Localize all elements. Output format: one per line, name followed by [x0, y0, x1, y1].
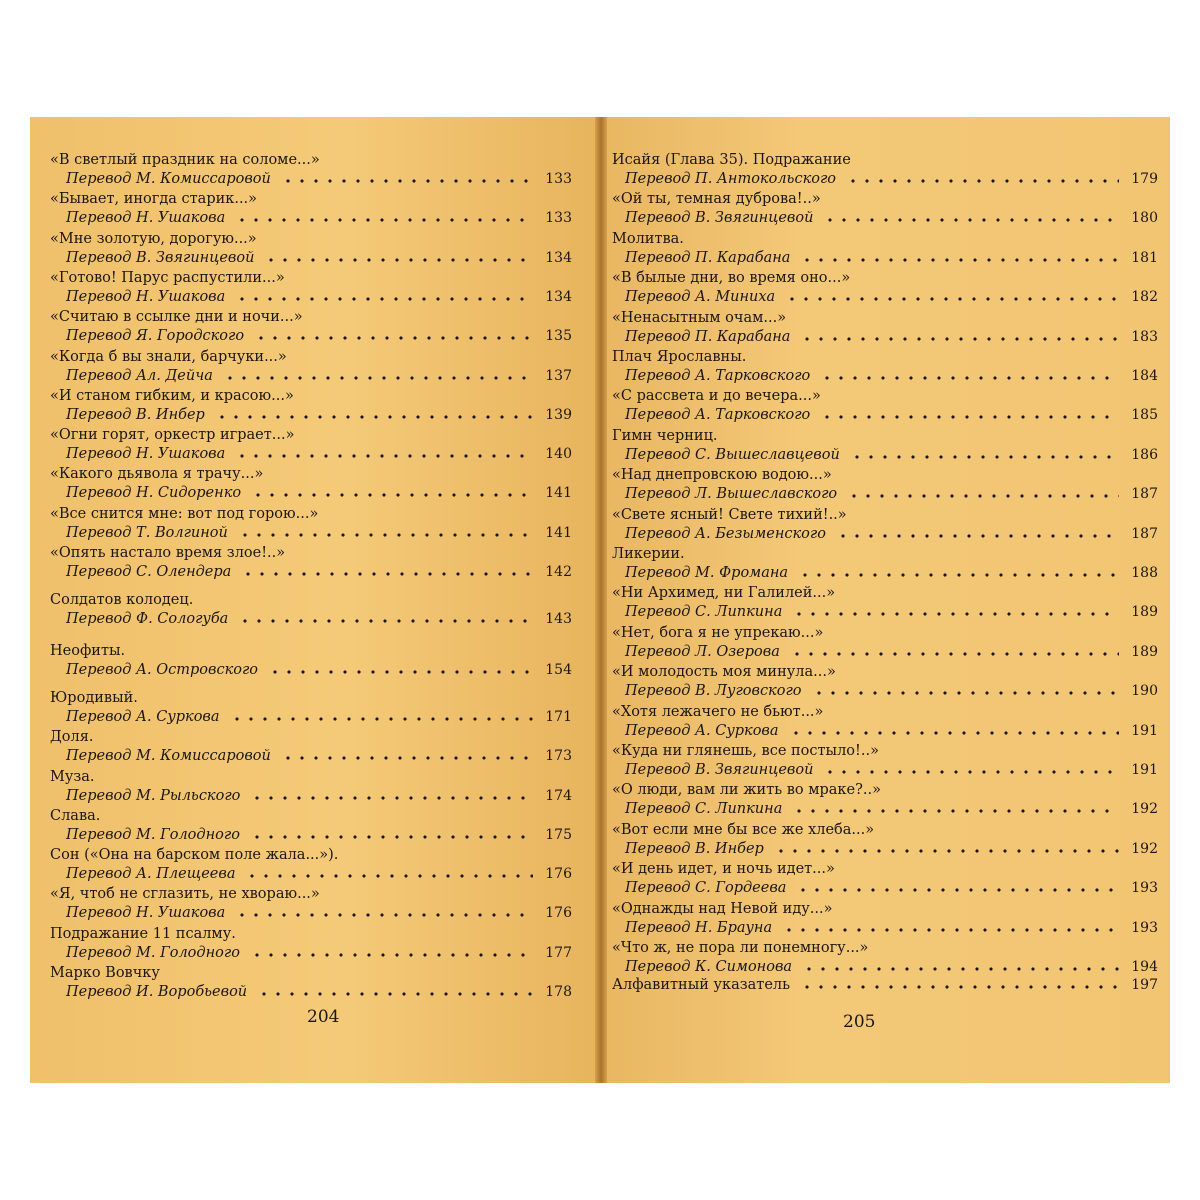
toc-entry-line — [605, 642, 1170, 662]
toc-entry-line — [30, 366, 597, 386]
dot-leader — [215, 405, 533, 425]
toc-entry-title: «Свете ясный! Свете тихий!..» — [612, 506, 847, 523]
toc-entry-title: «Ой ты, темная дуброва!..» — [612, 191, 821, 208]
toc-entry-line — [30, 786, 597, 806]
toc-entry-title: «Все снится мне: вот под горою...» — [50, 505, 319, 522]
toc-entry-title: «И станом гибким, и красою...» — [50, 387, 294, 404]
toc-final-entry — [605, 975, 1170, 995]
dot-leader — [782, 918, 1119, 938]
dot-leader — [789, 721, 1119, 741]
dot-leader — [798, 563, 1119, 583]
toc-entry-translator: Перевод Н. Ушакова — [66, 446, 226, 463]
toc-page-number: 134 — [545, 288, 572, 305]
toc-entry-title: «И день идет, и ночь идет...» — [612, 861, 835, 878]
toc-entry-title: «Вот если мне бы все же хлеба...» — [612, 821, 875, 838]
toc-page-number: 133 — [545, 210, 572, 227]
toc-entry-translator: Перевод Н. Брауна — [625, 919, 773, 936]
toc-entry-line — [605, 799, 1170, 819]
toc-entry-translator: Перевод В. Звягинцевой — [625, 210, 814, 227]
toc-entry-title: Слава. — [50, 807, 101, 824]
toc-page-number: 171 — [545, 708, 572, 725]
dot-leader — [823, 208, 1119, 228]
toc-entry-title: «Нет, бога я не упрекаю...» — [612, 624, 824, 641]
toc-entry-translator: Перевод М. Комиссаровой — [66, 748, 271, 765]
toc-entry-title: Исайя (Глава 35). Подражание — [612, 152, 851, 168]
toc-page-number: 143 — [545, 611, 572, 628]
dot-leader — [235, 444, 533, 464]
toc-page-number: 193 — [1131, 919, 1158, 936]
dot-leader — [235, 287, 533, 307]
toc-entry-line — [30, 903, 597, 923]
toc-entry-translator: Перевод Л. Озерова — [625, 643, 780, 660]
toc-entry-title: Муза. — [50, 768, 95, 785]
toc-entry-line — [30, 523, 597, 543]
toc-entry-line — [30, 248, 597, 268]
dot-leader — [847, 484, 1119, 504]
dot-leader — [230, 707, 533, 727]
toc-entry-title: «Бывает, иногда старик...» — [50, 191, 258, 208]
dot-leader — [785, 287, 1119, 307]
toc-entry-title: «Я, чтоб не сглазить, не хвораю...» — [50, 886, 320, 903]
toc-entry-line — [30, 609, 597, 629]
dot-leader — [268, 660, 533, 680]
toc-entry-title: «О люди, вам ли жить во мраке?..» — [612, 782, 881, 799]
toc-entry-translator: Перевод С. Олендера — [66, 564, 232, 580]
toc-entry-translator: Перевод П. Карабана — [625, 249, 791, 266]
toc-page-number: 189 — [1131, 643, 1158, 660]
toc-entry-title: Подражание 11 псалму. — [50, 925, 236, 942]
toc-page-number: 175 — [545, 826, 572, 843]
toc-entry-title: Плач Ярославны. — [612, 349, 747, 365]
toc-entry-translator: Перевод А. Тарковского — [625, 407, 811, 424]
toc-entry-title: «Считаю в ссылке дни и ночи...» — [50, 309, 303, 326]
toc-entry-title: Молитва. — [612, 230, 684, 247]
toc-page-number: 174 — [545, 787, 572, 804]
toc-page-number: 188 — [1131, 565, 1158, 581]
dot-leader — [238, 523, 533, 543]
toc-entry-translator: Перевод К. Симонова — [625, 959, 793, 975]
toc-entry-title: Юродивый. — [50, 689, 138, 706]
toc-entry-line — [605, 248, 1170, 268]
dot-leader — [251, 483, 533, 503]
toc-entry-translator: Перевод В. Звягинцевой — [66, 249, 255, 266]
dot-leader — [250, 825, 533, 845]
toc-entry-translator: Перевод Л. Вышеславского — [625, 486, 838, 503]
toc-entry-translator: Перевод А. Плещеева — [66, 866, 236, 883]
dot-leader — [823, 760, 1119, 780]
toc-entry-title: «Над днепровскою водою...» — [612, 467, 832, 484]
toc-entry-translator: Перевод А. Суркова — [625, 722, 779, 739]
toc-entry-translator: Перевод Н. Ушакова — [66, 288, 226, 305]
toc-entry-translator: Перевод В. Звягинцевой — [625, 762, 814, 778]
dot-leader — [836, 524, 1119, 544]
toc-entry-line — [30, 483, 597, 503]
toc-page-number: 177 — [545, 944, 572, 961]
toc-entry-translator: Перевод М. Голодного — [66, 944, 240, 961]
dot-leader — [264, 248, 533, 268]
toc-entry-line — [30, 943, 597, 963]
toc-page-number: 185 — [1131, 407, 1158, 424]
toc-page-number: 191 — [1131, 722, 1158, 739]
toc-entry-title: «В светлый праздник на соломе...» — [50, 152, 320, 168]
toc-page-number: 187 — [1131, 486, 1158, 503]
dot-leader — [800, 327, 1119, 347]
toc-entry-line — [605, 208, 1170, 228]
toc-entry-translator: Перевод Ал. Дейча — [66, 367, 213, 384]
toc-entry-line — [605, 878, 1170, 898]
toc-entry-title: Марко Вовчку — [50, 965, 160, 981]
dot-leader — [235, 903, 533, 923]
dot-leader — [245, 864, 533, 884]
toc-entry-title: «Однажды над Невой иду...» — [612, 900, 833, 917]
toc-entry-translator: Перевод П. Антокольского — [625, 171, 837, 187]
toc-entry-translator: Перевод А. Безыменского — [625, 525, 826, 542]
toc-page-number: 140 — [545, 446, 572, 463]
toc-entry-title: Неофиты. — [50, 642, 126, 659]
toc-entry-line — [30, 287, 597, 307]
toc-page-number: 154 — [545, 661, 572, 678]
toc-entry-translator: Перевод Н. Ушакова — [66, 210, 226, 227]
toc-entry-translator: Перевод А. Тарковского — [625, 368, 811, 384]
book-gutter — [595, 117, 607, 1083]
toc-page-number: 184 — [1131, 368, 1158, 384]
toc-entry-line — [30, 169, 597, 189]
toc-entry-title: «Ни Архимед, ни Галилей...» — [612, 585, 836, 602]
toc-page-number: 183 — [1131, 328, 1158, 345]
toc-page-number: 173 — [545, 748, 572, 765]
toc-entry-title: Ликерии. — [612, 546, 685, 562]
dot-leader — [223, 366, 533, 386]
toc-entry-title: «В былые дни, во время оно...» — [612, 270, 851, 287]
toc-entry-translator: Перевод Н. Ушакова — [66, 905, 226, 922]
dot-leader — [257, 982, 533, 1002]
toc-entry-line — [30, 562, 597, 582]
toc-entry-translator: Перевод Н. Сидоренко — [66, 485, 242, 502]
book-spread — [30, 117, 1170, 1083]
dot-leader — [790, 642, 1119, 662]
toc-page-number: 197 — [1131, 977, 1158, 994]
dot-leader — [792, 799, 1119, 819]
toc-entry-translator: Перевод С. Вышеславцевой — [625, 446, 840, 463]
toc-entry-title: «Огни горят, оркестр играет...» — [50, 427, 295, 444]
toc-entry-translator: Перевод С. Липкина — [625, 604, 783, 621]
toc-entry-title: «И молодость моя минула...» — [612, 664, 836, 681]
toc-entry-title: «С рассвета и до вечера...» — [612, 388, 821, 405]
toc-page-number: 194 — [1131, 959, 1158, 975]
toc-page-number: 180 — [1131, 210, 1158, 227]
toc-entry-line — [30, 707, 597, 727]
toc-entry-line — [605, 839, 1170, 859]
toc-page-number: 141 — [545, 524, 572, 541]
page-number-left: 204 — [307, 1007, 340, 1027]
toc-entry-title: «Когда б вы знали, барчуки...» — [50, 348, 287, 365]
dot-leader — [820, 405, 1119, 425]
toc-entry-line — [605, 445, 1170, 465]
toc-entry-title: «Куда ни глянешь, все постыло!..» — [612, 743, 879, 759]
toc-entry-line — [605, 169, 1170, 189]
toc-entry-translator: Перевод Т. Волгиной — [66, 524, 228, 541]
dot-leader — [238, 609, 533, 629]
toc-entry-line — [605, 760, 1170, 780]
toc-page-number: 193 — [1131, 880, 1158, 897]
toc-page-number: 134 — [545, 249, 572, 266]
toc-entry-line — [30, 326, 597, 346]
toc-entry-line — [605, 602, 1170, 622]
toc-entry-line — [605, 681, 1170, 701]
toc-entry-title: «Готово! Парус распустили...» — [50, 269, 285, 286]
dot-leader — [241, 562, 533, 582]
toc-entry-title: Сон («Она на барском поле жала...»). — [50, 847, 339, 864]
dot-leader — [281, 169, 533, 189]
toc-entry-translator: Перевод И. Воробьевой — [66, 984, 248, 1000]
dot-leader — [235, 208, 533, 228]
toc-entry-translator: Перевод А. Островского — [66, 661, 259, 678]
toc-entry-translator: Перевод В. Инбер — [625, 840, 764, 857]
toc-page-number: 176 — [545, 866, 572, 883]
toc-entry-line — [605, 405, 1170, 425]
toc-entry-line — [30, 208, 597, 228]
toc-page-number: 192 — [1131, 801, 1158, 818]
right-page — [605, 117, 1170, 1083]
toc-page-number: 141 — [545, 485, 572, 502]
toc-entry-line — [605, 484, 1170, 504]
toc-entry-line — [30, 982, 597, 1002]
toc-page-number: 189 — [1131, 604, 1158, 621]
toc-entry-line — [605, 366, 1170, 386]
toc-entry-line — [30, 825, 597, 845]
toc-entry-title: Гимн черниц. — [612, 427, 718, 444]
toc-page-number: 179 — [1131, 171, 1158, 187]
toc-entry-translator: Перевод В. Луговского — [625, 683, 802, 700]
dot-leader — [792, 602, 1119, 622]
dot-leader — [281, 746, 533, 766]
toc-entry-translator: Перевод Я. Городского — [66, 328, 245, 345]
toc-page-number: 181 — [1131, 249, 1158, 266]
toc-entry-title: Солдатов колодец. — [50, 592, 194, 609]
toc-entry-translator: Перевод А. Миниха — [625, 289, 776, 306]
toc-page-number: 182 — [1131, 289, 1158, 306]
toc-entry-line — [605, 287, 1170, 307]
dot-leader — [800, 248, 1119, 268]
toc-page-number: 191 — [1131, 762, 1158, 778]
toc-entry-title: «Мне золотую, дорогую...» — [50, 230, 257, 247]
toc-page-number: 176 — [545, 905, 572, 922]
page-number-right: 205 — [843, 1012, 876, 1032]
toc-page-number: 187 — [1131, 525, 1158, 542]
dot-leader — [774, 839, 1119, 859]
toc-entry-title: «Какого дьявола я трачу...» — [50, 466, 264, 483]
dot-leader — [250, 786, 533, 806]
toc-entry-line — [30, 444, 597, 464]
toc-page-number: 186 — [1131, 446, 1158, 463]
toc-page-number: 135 — [545, 328, 572, 345]
toc-entry-translator: Перевод А. Суркова — [66, 708, 220, 725]
toc-entry-translator: Перевод С. Гордеева — [625, 880, 787, 897]
toc-entry-line — [605, 524, 1170, 544]
dot-leader — [800, 975, 1119, 995]
toc-entry-line — [605, 327, 1170, 347]
toc-entry-title: «Хотя лежачего не бьют...» — [612, 703, 824, 720]
toc-page-number: 137 — [545, 367, 572, 384]
toc-entry-line — [30, 405, 597, 425]
dot-leader — [850, 445, 1119, 465]
toc-entry-title: Доля. — [50, 729, 94, 746]
toc-entry-title: «Ненасытным очам...» — [612, 309, 787, 326]
dot-leader — [802, 957, 1119, 977]
toc-entry-translator: Перевод П. Карабана — [625, 328, 791, 345]
toc-entry-translator: Перевод М. Голодного — [66, 826, 240, 843]
toc-page-number: 178 — [545, 984, 572, 1000]
dot-leader — [812, 681, 1119, 701]
toc-entry-translator: Перевод С. Липкина — [625, 801, 783, 818]
toc-entry-translator: Перевод М. Фромана — [625, 565, 789, 581]
toc-page-number: 133 — [545, 171, 572, 187]
toc-entry-line — [605, 721, 1170, 741]
dot-leader — [254, 326, 533, 346]
dot-leader — [820, 366, 1119, 386]
toc-page-number: 192 — [1131, 840, 1158, 857]
dot-leader — [796, 878, 1119, 898]
toc-page-number: 190 — [1131, 683, 1158, 700]
dot-leader — [846, 169, 1119, 189]
toc-entry-line — [605, 918, 1170, 938]
toc-entry-title: Алфавитный указатель — [612, 977, 791, 994]
toc-entry-translator: Перевод М. Рыльского — [66, 787, 241, 804]
toc-page-number: 142 — [545, 564, 572, 580]
toc-page-number: 139 — [545, 406, 572, 423]
toc-entry-title: «Опять настало время злое!..» — [50, 545, 286, 561]
left-page — [30, 117, 597, 1083]
dot-leader — [250, 943, 533, 963]
toc-entry-translator: Перевод В. Инбер — [66, 406, 205, 423]
toc-entry-translator: Перевод Ф. Сологуба — [66, 611, 229, 628]
toc-entry-line — [605, 563, 1170, 583]
toc-entry-line — [605, 957, 1170, 977]
toc-entry-line — [30, 746, 597, 766]
toc-entry-line — [30, 864, 597, 884]
toc-entry-translator: Перевод М. Комиссаровой — [66, 171, 271, 187]
toc-entry-title: «Что ж, не пора ли понемногу...» — [612, 940, 869, 956]
toc-entry-line — [30, 660, 597, 680]
